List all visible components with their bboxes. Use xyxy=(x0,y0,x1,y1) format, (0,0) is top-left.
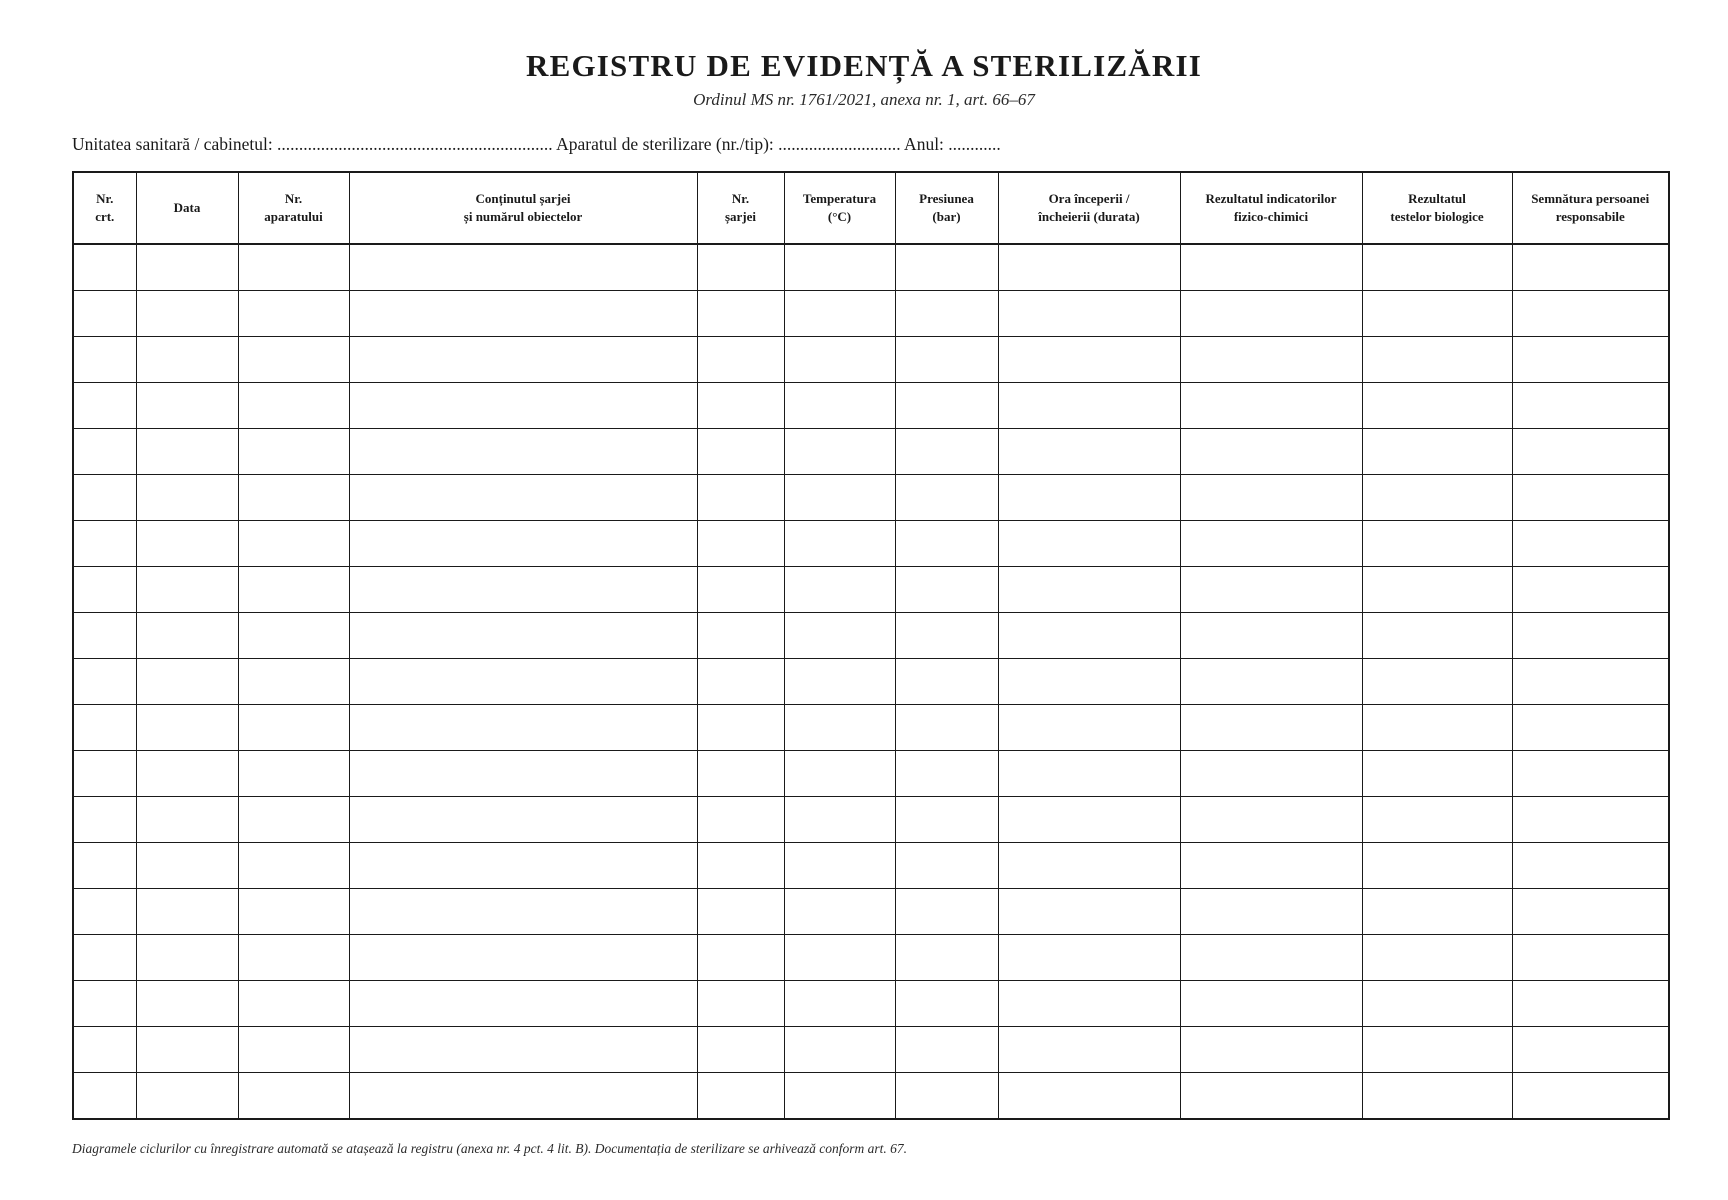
table-row xyxy=(73,383,1669,429)
table-header-row xyxy=(73,172,1669,244)
table-cell[interactable] xyxy=(73,751,136,797)
table-cell[interactable] xyxy=(1362,613,1512,659)
table-cell[interactable] xyxy=(1512,521,1669,567)
table-cell[interactable] xyxy=(136,659,238,705)
register-body xyxy=(73,244,1669,1119)
table-cell[interactable] xyxy=(998,244,1180,291)
table-cell[interactable] xyxy=(784,935,895,981)
table-cell[interactable] xyxy=(1512,797,1669,843)
table-cell[interactable] xyxy=(73,429,136,475)
column-header-continut-sarja: Conținutul șarjei și numărul obiectelor xyxy=(349,172,697,244)
table-cell[interactable] xyxy=(349,1027,697,1073)
table-cell[interactable] xyxy=(784,659,895,705)
table-cell[interactable] xyxy=(238,797,349,843)
table-cell[interactable] xyxy=(697,337,784,383)
table-cell[interactable] xyxy=(998,935,1180,981)
table-cell[interactable] xyxy=(998,751,1180,797)
table-cell[interactable] xyxy=(1512,705,1669,751)
table-cell[interactable] xyxy=(349,383,697,429)
table-cell[interactable] xyxy=(895,291,998,337)
legal-reference: Ordinul MS nr. 1761/2021, anexa nr. 1, art. 66–67 xyxy=(693,90,1035,109)
table-cell[interactable] xyxy=(73,889,136,935)
table-cell[interactable] xyxy=(784,337,895,383)
table-cell[interactable] xyxy=(895,337,998,383)
column-header-nr-crt: Nr. crt. xyxy=(73,172,136,244)
table-cell[interactable] xyxy=(1512,843,1669,889)
column-header-semnatura: Semnătura persoanei responsabile xyxy=(1512,172,1669,244)
table-cell[interactable] xyxy=(784,981,895,1027)
table-cell[interactable] xyxy=(238,521,349,567)
table-cell[interactable] xyxy=(238,613,349,659)
table-cell[interactable] xyxy=(895,935,998,981)
table-cell[interactable] xyxy=(998,1027,1180,1073)
table-cell[interactable] xyxy=(136,613,238,659)
table-cell[interactable] xyxy=(136,291,238,337)
table-cell[interactable] xyxy=(1362,889,1512,935)
table-cell[interactable] xyxy=(136,244,238,291)
table-cell[interactable] xyxy=(1180,659,1362,705)
table-cell[interactable] xyxy=(349,981,697,1027)
table-cell[interactable] xyxy=(1362,935,1512,981)
table-cell[interactable] xyxy=(136,1073,238,1120)
table-cell[interactable] xyxy=(697,613,784,659)
table-cell[interactable] xyxy=(1362,705,1512,751)
table-row xyxy=(73,797,1669,843)
table-cell[interactable] xyxy=(349,613,697,659)
table-cell[interactable] xyxy=(1362,337,1512,383)
table-cell[interactable] xyxy=(349,291,697,337)
table-cell[interactable] xyxy=(73,613,136,659)
table-cell[interactable] xyxy=(1362,1027,1512,1073)
table-cell[interactable] xyxy=(1180,291,1362,337)
table-cell[interactable] xyxy=(1180,521,1362,567)
table-cell[interactable] xyxy=(1180,1027,1362,1073)
page-title: REGISTRU DE EVIDENȚĂ A STERILIZĂRII xyxy=(526,48,1202,83)
table-cell[interactable] xyxy=(238,383,349,429)
table-cell[interactable] xyxy=(697,475,784,521)
table-row xyxy=(73,705,1669,751)
table-cell[interactable] xyxy=(1362,843,1512,889)
table-cell[interactable] xyxy=(895,244,998,291)
table-cell[interactable] xyxy=(1512,567,1669,613)
table-cell[interactable] xyxy=(998,291,1180,337)
table-cell[interactable] xyxy=(784,1073,895,1120)
table-cell[interactable] xyxy=(895,521,998,567)
table-row xyxy=(73,429,1669,475)
table-cell[interactable] xyxy=(697,659,784,705)
table-cell[interactable] xyxy=(998,843,1180,889)
table-cell[interactable] xyxy=(1362,981,1512,1027)
table-cell[interactable] xyxy=(895,429,998,475)
table-cell[interactable] xyxy=(998,567,1180,613)
table-cell[interactable] xyxy=(998,1073,1180,1120)
table-cell[interactable] xyxy=(1180,751,1362,797)
table-cell[interactable] xyxy=(784,843,895,889)
table-cell[interactable] xyxy=(1512,337,1669,383)
table-cell[interactable] xyxy=(1362,659,1512,705)
table-cell[interactable] xyxy=(136,1027,238,1073)
table-cell[interactable] xyxy=(697,797,784,843)
table-cell[interactable] xyxy=(998,659,1180,705)
table-cell[interactable] xyxy=(238,705,349,751)
table-row xyxy=(73,1027,1669,1073)
table-cell[interactable] xyxy=(1512,1073,1669,1120)
table-cell[interactable] xyxy=(238,659,349,705)
table-cell[interactable] xyxy=(998,337,1180,383)
table-cell[interactable] xyxy=(1512,291,1669,337)
table-cell[interactable] xyxy=(73,567,136,613)
table-cell[interactable] xyxy=(73,521,136,567)
table-row xyxy=(73,1073,1669,1120)
table-cell[interactable] xyxy=(784,291,895,337)
table-cell[interactable] xyxy=(784,383,895,429)
table-cell[interactable] xyxy=(73,244,136,291)
table-cell[interactable] xyxy=(784,429,895,475)
table-cell[interactable] xyxy=(1512,889,1669,935)
table-cell[interactable] xyxy=(349,659,697,705)
table-cell[interactable] xyxy=(784,705,895,751)
table-row xyxy=(73,244,1669,291)
sterilization-register-table xyxy=(72,171,1670,1120)
table-cell[interactable] xyxy=(1180,935,1362,981)
table-row xyxy=(73,475,1669,521)
table-cell[interactable] xyxy=(1362,383,1512,429)
table-cell[interactable] xyxy=(349,751,697,797)
table-cell[interactable] xyxy=(238,843,349,889)
table-cell[interactable] xyxy=(697,751,784,797)
table-cell[interactable] xyxy=(784,751,895,797)
table-cell[interactable] xyxy=(73,337,136,383)
table-cell[interactable] xyxy=(784,889,895,935)
table-cell[interactable] xyxy=(238,935,349,981)
table-cell[interactable] xyxy=(998,705,1180,751)
table-cell[interactable] xyxy=(238,291,349,337)
table-cell[interactable] xyxy=(998,981,1180,1027)
table-row xyxy=(73,337,1669,383)
table-row xyxy=(73,567,1669,613)
table-cell[interactable] xyxy=(784,797,895,843)
table-cell[interactable] xyxy=(238,751,349,797)
table-cell[interactable] xyxy=(238,1073,349,1120)
table-cell[interactable] xyxy=(697,935,784,981)
table-cell[interactable] xyxy=(136,843,238,889)
table-cell[interactable] xyxy=(895,1073,998,1120)
table-cell[interactable] xyxy=(1362,1073,1512,1120)
column-header-presiunea: Presiunea (bar) xyxy=(895,172,998,244)
table-cell[interactable] xyxy=(784,475,895,521)
table-cell[interactable] xyxy=(697,1027,784,1073)
table-cell[interactable] xyxy=(136,797,238,843)
table-cell[interactable] xyxy=(697,291,784,337)
table-row xyxy=(73,613,1669,659)
table-cell[interactable] xyxy=(998,797,1180,843)
table-cell[interactable] xyxy=(73,659,136,705)
table-cell[interactable] xyxy=(136,337,238,383)
table-cell[interactable] xyxy=(73,843,136,889)
table-cell[interactable] xyxy=(73,291,136,337)
table-cell[interactable] xyxy=(73,383,136,429)
table-cell[interactable] xyxy=(784,244,895,291)
table-cell[interactable] xyxy=(895,659,998,705)
table-cell[interactable] xyxy=(1512,981,1669,1027)
table-row xyxy=(73,751,1669,797)
table-cell[interactable] xyxy=(1180,475,1362,521)
table-cell[interactable] xyxy=(136,383,238,429)
table-cell[interactable] xyxy=(895,1027,998,1073)
table-cell[interactable] xyxy=(73,935,136,981)
table-cell[interactable] xyxy=(136,567,238,613)
table-cell[interactable] xyxy=(136,935,238,981)
table-cell[interactable] xyxy=(238,889,349,935)
table-cell[interactable] xyxy=(998,613,1180,659)
table-cell[interactable] xyxy=(784,613,895,659)
table-cell[interactable] xyxy=(349,889,697,935)
table-cell[interactable] xyxy=(1180,843,1362,889)
table-cell[interactable] xyxy=(238,244,349,291)
table-cell[interactable] xyxy=(1180,244,1362,291)
table-row xyxy=(73,889,1669,935)
table-cell[interactable] xyxy=(1362,475,1512,521)
table-cell[interactable] xyxy=(1362,797,1512,843)
table-cell[interactable] xyxy=(136,751,238,797)
table-cell[interactable] xyxy=(1512,475,1669,521)
column-header-temperatura: Temperatura (°C) xyxy=(784,172,895,244)
table-cell[interactable] xyxy=(349,337,697,383)
table-cell[interactable] xyxy=(697,244,784,291)
table-row xyxy=(73,935,1669,981)
table-cell[interactable] xyxy=(73,981,136,1027)
table-cell[interactable] xyxy=(1180,383,1362,429)
table-cell[interactable] xyxy=(349,935,697,981)
table-cell[interactable] xyxy=(697,981,784,1027)
table-cell[interactable] xyxy=(73,1027,136,1073)
table-cell[interactable] xyxy=(73,797,136,843)
footnote: Diagramele ciclurilor cu înregistrare automată se atașează la registru (anexa nr. 4 pct. 4 lit. B). Documentația de sterilizare se arhivează conform art. 67. xyxy=(72,1141,908,1156)
table-cell[interactable] xyxy=(1180,567,1362,613)
table-cell[interactable] xyxy=(697,429,784,475)
table-cell[interactable] xyxy=(1362,567,1512,613)
table-cell[interactable] xyxy=(136,981,238,1027)
table-cell[interactable] xyxy=(136,705,238,751)
table-cell[interactable] xyxy=(349,1073,697,1120)
column-header-indicatori-fizico-chimici: Rezultatul indicatorilor fizico-chimici xyxy=(1180,172,1362,244)
table-cell[interactable] xyxy=(697,843,784,889)
table-cell[interactable] xyxy=(1362,429,1512,475)
table-cell[interactable] xyxy=(1512,751,1669,797)
table-cell[interactable] xyxy=(998,429,1180,475)
table-cell[interactable] xyxy=(895,843,998,889)
table-cell[interactable] xyxy=(238,475,349,521)
table-cell[interactable] xyxy=(697,383,784,429)
table-cell[interactable] xyxy=(1180,337,1362,383)
table-cell[interactable] xyxy=(998,521,1180,567)
column-header-nr-aparat: Nr. aparatului xyxy=(238,172,349,244)
table-cell[interactable] xyxy=(1362,751,1512,797)
table-cell[interactable] xyxy=(895,981,998,1027)
table-cell[interactable] xyxy=(895,475,998,521)
table-cell[interactable] xyxy=(895,797,998,843)
table-cell[interactable] xyxy=(1512,1027,1669,1073)
table-cell[interactable] xyxy=(136,429,238,475)
table-row xyxy=(73,981,1669,1027)
table-row xyxy=(73,659,1669,705)
column-header-data: Data xyxy=(136,172,238,244)
table-cell[interactable] xyxy=(1362,244,1512,291)
table-cell[interactable] xyxy=(1362,291,1512,337)
table-cell[interactable] xyxy=(998,475,1180,521)
table-cell[interactable] xyxy=(349,429,697,475)
table-cell[interactable] xyxy=(895,383,998,429)
table-cell[interactable] xyxy=(73,705,136,751)
table-cell[interactable] xyxy=(349,244,697,291)
table-row xyxy=(73,291,1669,337)
table-cell[interactable] xyxy=(1512,659,1669,705)
table-cell[interactable] xyxy=(73,1073,136,1120)
column-header-nr-sarja: Nr. șarjei xyxy=(697,172,784,244)
table-cell[interactable] xyxy=(1180,889,1362,935)
table-cell[interactable] xyxy=(1180,1073,1362,1120)
table-cell[interactable] xyxy=(238,981,349,1027)
table-cell[interactable] xyxy=(1180,797,1362,843)
table-cell[interactable] xyxy=(238,337,349,383)
table-cell[interactable] xyxy=(1512,429,1669,475)
table-cell[interactable] xyxy=(238,429,349,475)
table-cell[interactable] xyxy=(1512,613,1669,659)
table-cell[interactable] xyxy=(1512,244,1669,291)
table-cell[interactable] xyxy=(1512,935,1669,981)
table-cell[interactable] xyxy=(895,567,998,613)
table-cell[interactable] xyxy=(136,475,238,521)
table-cell[interactable] xyxy=(697,521,784,567)
table-row xyxy=(73,521,1669,567)
table-cell[interactable] xyxy=(784,521,895,567)
table-cell[interactable] xyxy=(349,567,697,613)
table-cell[interactable] xyxy=(895,613,998,659)
table-cell[interactable] xyxy=(998,889,1180,935)
table-cell[interactable] xyxy=(1180,613,1362,659)
table-cell[interactable] xyxy=(784,567,895,613)
table-cell[interactable] xyxy=(998,383,1180,429)
table-cell[interactable] xyxy=(697,705,784,751)
table-cell[interactable] xyxy=(1180,981,1362,1027)
table-cell[interactable] xyxy=(136,521,238,567)
table-cell[interactable] xyxy=(1180,429,1362,475)
table-cell[interactable] xyxy=(349,843,697,889)
table-cell[interactable] xyxy=(697,1073,784,1120)
table-cell[interactable] xyxy=(136,889,238,935)
table-cell[interactable] xyxy=(895,751,998,797)
table-cell[interactable] xyxy=(349,475,697,521)
table-cell[interactable] xyxy=(349,521,697,567)
table-cell[interactable] xyxy=(697,889,784,935)
table-cell[interactable] xyxy=(784,1027,895,1073)
table-cell[interactable] xyxy=(349,797,697,843)
table-cell[interactable] xyxy=(895,889,998,935)
table-cell[interactable] xyxy=(238,1027,349,1073)
table-cell[interactable] xyxy=(1180,705,1362,751)
table-cell[interactable] xyxy=(73,475,136,521)
table-row xyxy=(73,843,1669,889)
table-cell[interactable] xyxy=(1362,521,1512,567)
table-cell[interactable] xyxy=(238,567,349,613)
table-cell[interactable] xyxy=(697,567,784,613)
column-header-teste-biologice: Rezultatul testelor biologice xyxy=(1362,172,1512,244)
table-cell[interactable] xyxy=(349,705,697,751)
unit-apparatus-year-line: Unitatea sanitară / cabinetul: ............................................................... Aparatul de sterilizare (nr./tip): ............................ Anul: ............ xyxy=(72,134,1001,154)
table-cell[interactable] xyxy=(1512,383,1669,429)
table-cell[interactable] xyxy=(895,705,998,751)
column-header-ora: Ora începerii / încheierii (durata) xyxy=(998,172,1180,244)
